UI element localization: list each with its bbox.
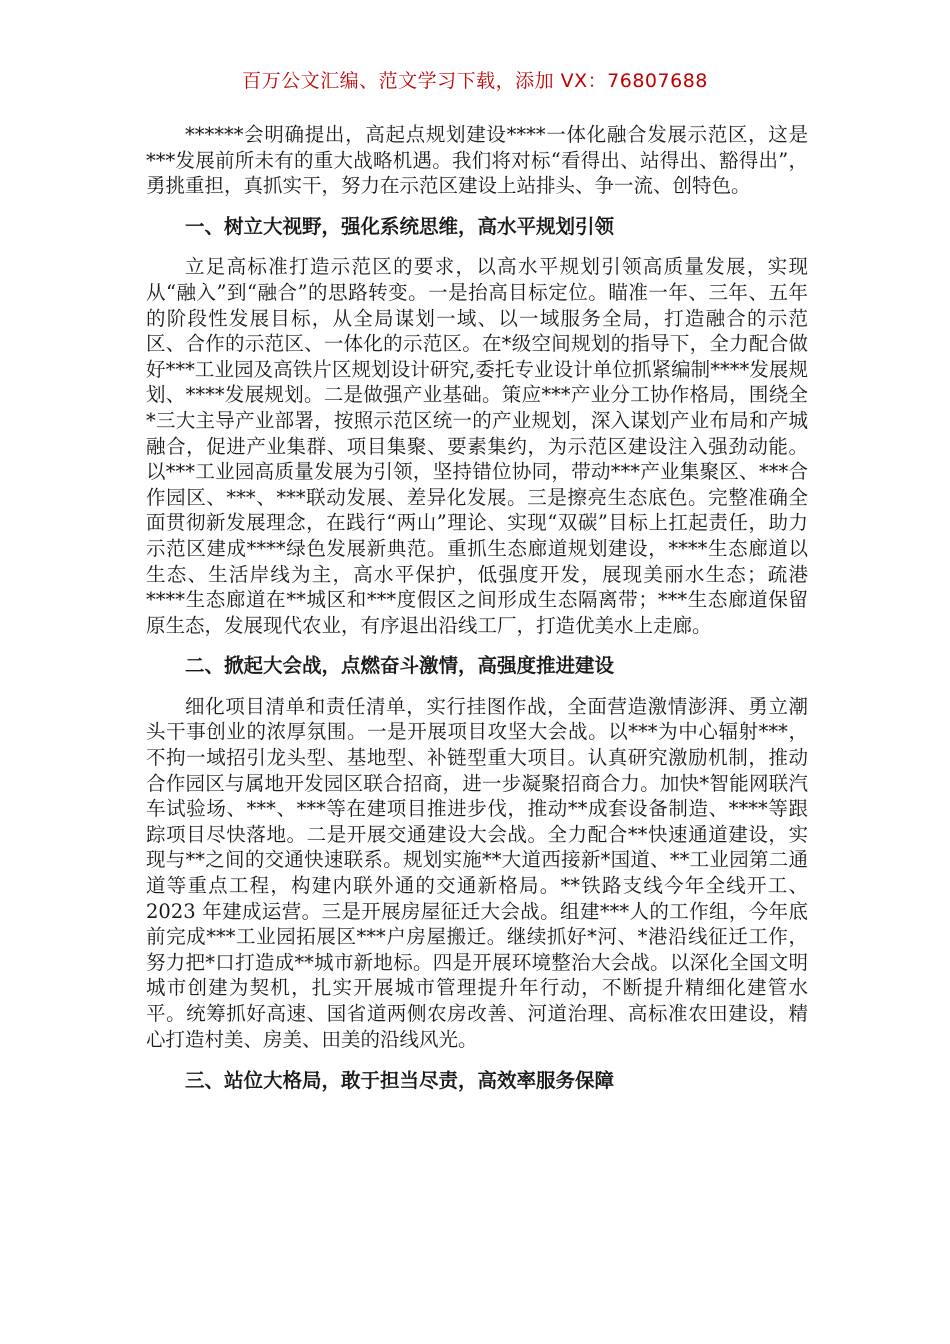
document-body <box>146 122 808 1094</box>
section-1-heading: 一、树立大视野，强化系统思维，高水平规划引领 <box>185 214 615 238</box>
intro-paragraph: ******会明确提出，高起点规划建设****一体化融合发展示范区，这是***发展前所未有的重大战略机遇。我们将对标“看得出、站得出、豁得出”，勇挑重担，真抓实干，努力在示范区建设上站排头、争一流、创特色。 <box>146 123 808 198</box>
section-2-paragraph: 细化项目清单和责任清单，实行挂图作战，全面营造激情澎湃、勇立潮头干事创业的浓厚氛围。一是开展项目攻坚大会战。以***为中心辐射***，不拘一域招引龙头型、基地型、补链型重大项目。认真研究激励机制，推动合作园区与属地开发园区联合招商，进一步凝聚招商合力。加快*智能网联汽车试验场、***、***等在建项目推进步伐，推动**成套设备制造、****等跟踪项目尽快落地。二是开展交通建设大会战。全力配合**快速通道建设，实现与**之间的交通快速联系。规划实施**大道西接新*国道、**工业园第二通道等重点工程，构建内联外通的交通新格局。**铁路支线今年全线开工、2023 年建成运营。三是开展房屋征迁大会战。组建***人的工作组，今年底前完成***工业园拓展区***户房屋搬迁。继续抓好*河、*港沿线征迁工作，努力把*口打造成**城市新地标。四是开展环境整治大会战。以深化全国文明城市创建为契机，扎实开展城市管理提升年行动，不断提升精细化建管水平。统筹抓好高速、国省道两侧农房改善、河道治理、高标准农田建设，精心打造村美、房美、田美的沿线风光。 <box>146 694 808 1051</box>
watermark-banner: 百万公文汇编、范文学习下载，添加 VX：76807688 <box>242 70 708 92</box>
section-1-paragraph: 立足高标准打造示范区的要求，以高水平规划引领高质量发展，实现从“融入”到“融合”的思路转变。一是抬高目标定位。瞄准一年、三年、五年的阶段性发展目标，从全局谋划一域、以一域服务全局，打造融合的示范区、合作的示范区、一体化的示范区。在*级空间规划的指导下，全力配合做好***工业园及高铁片区规划设计研究,委托专业设计单位抓紧编制****发展规划、****发展规划。二是做强产业基础。策应***产业分工协作格局，围绕全*三大主导产业部署，按照示范区统一的产业规划，深入谋划产业布局和产城融合，促进产业集群、项目集聚、要素集约，为示范区建设注入强劲动能。以***工业园高质量发展为引领，坚持错位协同，带动***产业集聚区、***合作园区、***、***联动发展、差异化发展。三是擦亮生态底色。完整准确全面贯彻新发展理念，在践行“两山”理论、实现“双碳”目标上扛起责任，助力示范区建成****绿色发展新典范。重抓生态廊道规划建设，****生态廊道以生态、生活岸线为主，高水平保护，低强度开发，展现美丽水生态；疏港****生态廊道在**城区和***度假区之间形成生态隔离带；***生态廊道保留原生态，发展现代农业，有序退出沿线工厂，打造优美水上走廊。 <box>146 255 808 637</box>
section-2-heading: 二、掀起大会战，点燃奋斗激情，高强度推进建设 <box>185 654 615 678</box>
section-3-heading: 三、站位大格局，敢于担当尽责，高效率服务保障 <box>185 1069 615 1093</box>
